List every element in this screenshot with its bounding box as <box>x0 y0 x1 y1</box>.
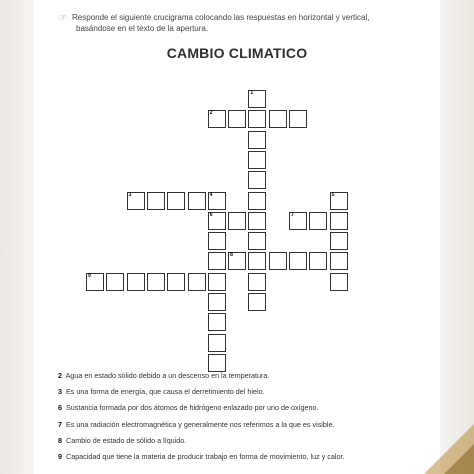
crossword-cell[interactable] <box>248 171 266 189</box>
clue-number: 5 <box>331 191 335 198</box>
crossword-cell[interactable] <box>248 131 266 149</box>
crossword-cell[interactable] <box>106 273 124 291</box>
crossword-cell[interactable] <box>208 212 226 230</box>
crossword-cell[interactable] <box>330 232 348 250</box>
clue-number: 9 <box>88 272 91 279</box>
crossword-cell[interactable] <box>228 212 246 230</box>
clue-item-text: Es una radiación electromagnética y generalmente nos referimos a la que es visible. <box>66 419 335 429</box>
clue-number: 8 <box>230 252 233 259</box>
clue-list <box>58 368 438 465</box>
crossword-cell[interactable] <box>208 334 226 352</box>
crossword-cell[interactable] <box>188 273 206 291</box>
clue-item-text: Agua en estado sólido debido a un descenso en la temperatura. <box>65 371 270 380</box>
clue-item <box>58 433 438 449</box>
clue-item <box>58 449 438 465</box>
crossword-cell[interactable] <box>309 252 327 270</box>
crossword-cell[interactable] <box>188 192 206 210</box>
crossword-cell[interactable] <box>248 212 266 230</box>
corner-decoration <box>414 414 474 474</box>
clue-item-text: Capacidad que tiene la materia de producir trabajo en forma de movimiento, luz y calor. <box>66 452 345 462</box>
clue-number: 4 <box>209 191 213 198</box>
instruction-line-2: basándose en el texto de la apertura. <box>76 24 209 33</box>
clue-item-text: Sustancia formada por dos átomos de hidrógeno enlazado por uno de oxígeno. <box>66 403 319 413</box>
crossword-cell[interactable] <box>248 151 266 169</box>
crossword-cell[interactable] <box>228 110 246 128</box>
crossword-cell[interactable] <box>208 232 226 250</box>
crossword-cell[interactable] <box>248 293 266 311</box>
crossword-cell[interactable] <box>289 110 307 128</box>
crossword-cell[interactable] <box>208 110 226 128</box>
crossword-cell[interactable] <box>208 252 226 270</box>
crossword-cell[interactable] <box>248 192 266 210</box>
crossword-cell[interactable] <box>309 212 327 230</box>
crossword-cell[interactable] <box>269 252 287 270</box>
crossword-cell[interactable] <box>248 90 266 108</box>
page-title: CAMBIO CLIMATICO <box>166 45 308 61</box>
crossword-cell[interactable] <box>248 110 266 128</box>
crossword-cell[interactable] <box>208 192 226 210</box>
crossword-cell[interactable] <box>330 192 348 210</box>
crossword-cell[interactable] <box>167 273 185 291</box>
clue-item-number: 9 <box>58 452 62 462</box>
crossword-cell[interactable] <box>127 192 145 210</box>
crossword-cell[interactable] <box>167 192 185 210</box>
clue-item <box>58 400 438 416</box>
crossword-cell[interactable] <box>208 273 226 291</box>
clue-item-text: Es una forma de energía, que causa el derretimiento del hielo. <box>66 387 265 397</box>
clue-number: 3 <box>128 191 132 198</box>
crossword-cell[interactable] <box>147 192 165 210</box>
crossword-cell[interactable] <box>248 273 266 291</box>
crossword-cell[interactable] <box>147 273 165 291</box>
clue-item-number: 8 <box>58 435 62 445</box>
crossword-cell[interactable] <box>248 252 266 270</box>
crossword-cell[interactable] <box>289 212 307 230</box>
pointing-hand-icon: ☞ <box>58 13 67 24</box>
clue-item <box>58 417 438 433</box>
clue-item-number: 7 <box>58 419 62 429</box>
clue-item <box>58 368 438 384</box>
clue-item-number: 3 <box>58 387 62 397</box>
crossword-cell[interactable] <box>330 252 348 270</box>
clue-item-number: 2 <box>58 371 62 380</box>
clue-number: 1 <box>250 90 254 96</box>
crossword-cell[interactable] <box>228 252 246 270</box>
instruction-line-1: Responde el siguiente crucigrama colocando las respuestas en horizontal y vertical, <box>72 13 370 22</box>
crossword-cell[interactable] <box>289 252 307 270</box>
crossword-cell[interactable] <box>330 212 348 230</box>
crossword-cell[interactable] <box>330 273 348 291</box>
clue-item-number: 6 <box>58 403 62 413</box>
crossword-cell[interactable] <box>208 293 226 311</box>
crossword-cell[interactable] <box>127 273 145 291</box>
clue-item <box>58 384 438 400</box>
clue-item-text: Cambio de estado de sólido a líquido. <box>66 435 187 445</box>
clue-number: 7 <box>291 211 294 218</box>
clue-number: 2 <box>209 110 213 117</box>
crossword-cell[interactable] <box>269 110 287 128</box>
clue-number: 6 <box>209 211 213 218</box>
crossword-cell[interactable] <box>208 313 226 331</box>
crossword-cell[interactable] <box>86 273 104 291</box>
crossword-cell[interactable] <box>248 232 266 250</box>
